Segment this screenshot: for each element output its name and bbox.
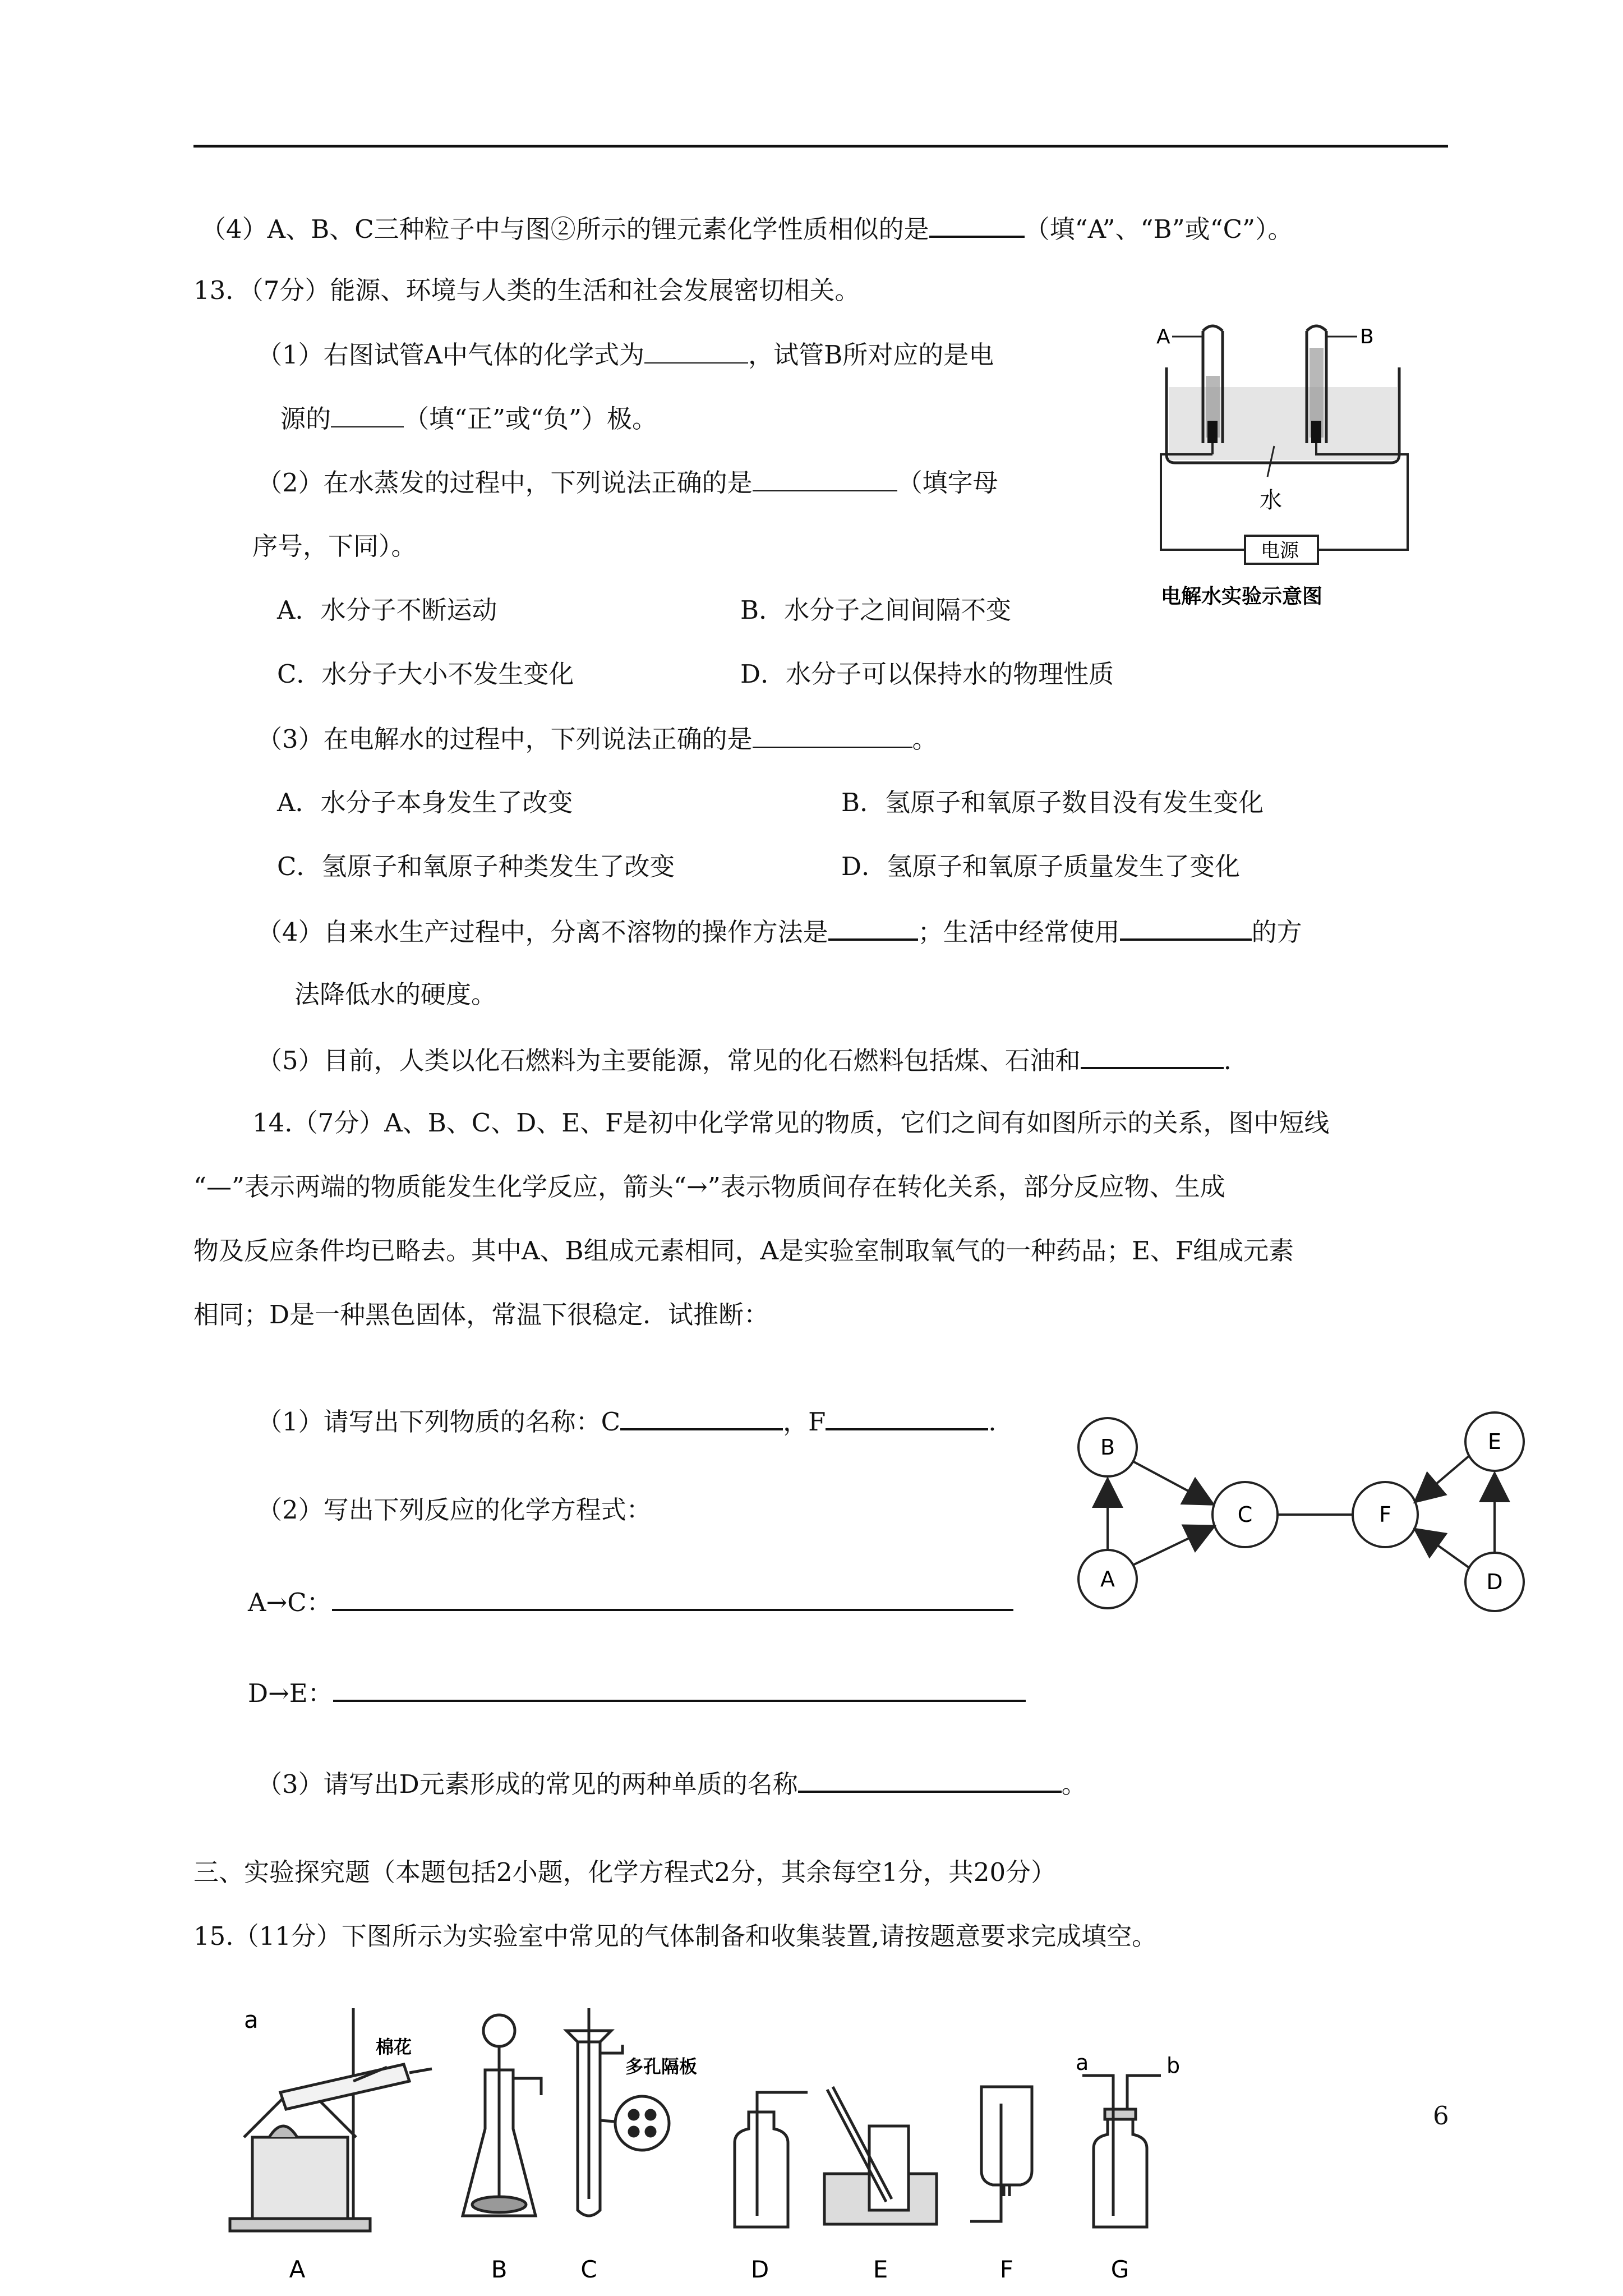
answer-blank[interactable] — [798, 1766, 1062, 1793]
apparatus-figure — [219, 1997, 1352, 2289]
answer-blank[interactable] — [332, 1584, 1013, 1611]
q12-part4: （4）A、B、C三种粒子中与图②所示的锂元素化学性质相似的是 （填“A”、“B”或“C”）。 — [201, 211, 1293, 246]
apparatus-label-c: C — [580, 2256, 597, 2283]
node-f-label: F — [1379, 1502, 1391, 1527]
apparatus-a-tube-label: a — [244, 2006, 259, 2033]
answer-blank[interactable] — [333, 1675, 1026, 1702]
answer-blank[interactable] — [620, 1404, 783, 1430]
q15-header: 15.（11分）下图所示为实验室中常见的气体制备和收集装置,请按题意要求完成填空。 — [193, 1921, 1158, 1951]
water-label: 水 — [1260, 487, 1282, 513]
section-3-heading: 三、实验探究题（本题包括2小题，化学方程式2分，其余每空1分，共20分） — [193, 1857, 1057, 1887]
q13-p3-opt-a: A．水分子本身发生了改变 — [277, 788, 573, 817]
q14-line3: 物及反应条件均已略去。其中A、B组成元素相同，A是实验室制取氧气的一种药品；E、F组成元素 — [193, 1236, 1294, 1266]
answer-blank[interactable] — [753, 722, 912, 748]
page-number: 6 — [1433, 2101, 1449, 2131]
node-b-label: B — [1100, 1435, 1115, 1460]
cotton-label: 棉花 — [376, 2036, 412, 2058]
edge-a-to-c — [1133, 1527, 1212, 1565]
answer-blank[interactable] — [1081, 1042, 1224, 1069]
q14-part3: （3）请写出D元素形成的常见的两种单质的名称 。 — [257, 1766, 1087, 1801]
header-rule — [193, 145, 1448, 148]
answer-blank[interactable] — [828, 914, 918, 941]
apparatus-label-f: F — [999, 2256, 1014, 2283]
tube-b-label: B — [1360, 325, 1374, 348]
q13-opt-b: B．水分子之间间隔不变 — [740, 595, 1012, 625]
q14-line1: 14.（7分）A、B、C、D、E、F是初中化学常见的物质，它们之间有如图所示的关系，图中短线 — [252, 1108, 1330, 1138]
answer-blank[interactable] — [826, 1404, 988, 1430]
q13-opt-a: A．水分子不断运动 — [277, 595, 497, 625]
apparatus-label-e: E — [873, 2256, 888, 2283]
node-c-label: C — [1237, 1502, 1253, 1527]
q13-part3: （3）在电解水的过程中，下列说法正确的是 。 — [257, 722, 938, 756]
q13-p3-opt-b: B．氢原子和氧原子数目没有发生变化 — [841, 788, 1264, 817]
electrolysis-figure — [1150, 314, 1447, 639]
q14-line4: 相同；D是一种黑色固体，常温下很稳定．试推断： — [193, 1300, 769, 1329]
answer-blank[interactable] — [331, 402, 404, 427]
node-e-label: E — [1487, 1429, 1502, 1454]
edge-d-to-f — [1417, 1530, 1469, 1568]
node-a-label: A — [1100, 1567, 1115, 1591]
substance-relation-diagram — [1060, 1402, 1537, 1616]
apparatus-label-g: G — [1110, 2256, 1129, 2283]
q13-part1-line1: （1）右图试管A中气体的化学式为 ，试管B所对应的是电 — [257, 338, 994, 372]
power-source-label: 电源 — [1261, 540, 1299, 562]
bottle-g-outlet-label: b — [1166, 2053, 1181, 2078]
q13-part4-line1: （4）自来水生产过程中，分离不溶物的操作方法是 ；生活中经常使用 的方 — [257, 914, 1302, 949]
tube-a-label: A — [1156, 325, 1170, 348]
porous-plate-label: 多孔隔板 — [625, 2056, 698, 2077]
q13-part2-line1: （2）在水蒸发的过程中，下列说法正确的是 （填字母 — [257, 466, 998, 500]
q13-part4-line2: 法降低水的硬度。 — [294, 979, 497, 1009]
apparatus-label-b: B — [491, 2256, 508, 2283]
q14-eq2: D→E： — [248, 1675, 1026, 1710]
q13-part2-line2: 序号，下同）。 — [252, 531, 417, 561]
apparatus-label-d: D — [750, 2256, 769, 2283]
figure-caption: 电解水实验示意图 — [1161, 585, 1323, 608]
bottle-g-inlet-label: a — [1076, 2050, 1089, 2075]
q13-header: 13．（7分）能源、环境与人类的生活和社会发展密切相关。 — [193, 275, 860, 305]
q14-part2: （2）写出下列反应的化学方程式： — [257, 1495, 652, 1525]
q13-opt-c: C．水分子大小不发生变化 — [277, 659, 574, 689]
node-d-label: D — [1486, 1570, 1503, 1594]
q14-eq1: A→C： — [248, 1584, 1013, 1619]
edge-e-to-f — [1417, 1456, 1469, 1501]
q14-line2: “—”表示两端的物质能发生化学反应，箭头“→”表示物质间存在转化关系，部分反应物、生成 — [193, 1172, 1225, 1202]
answer-blank[interactable] — [929, 211, 1025, 238]
apparatus-label-a: A — [289, 2256, 306, 2283]
edge-b-to-c — [1133, 1461, 1211, 1503]
q13-opt-d: D．水分子可以保持水的物理性质 — [740, 659, 1114, 689]
q13-part1-line2: 源的 （填“正”或“负”）极。 — [280, 402, 657, 436]
q13-p3-opt-d: D．氢原子和氧原子质量发生了变化 — [841, 852, 1241, 881]
answer-blank[interactable] — [644, 338, 748, 364]
q13-part5: （5）目前，人类以化石燃料为主要能源，常见的化石燃料包括煤、石油和 . — [257, 1042, 1232, 1078]
q14-part1: （1）请写出下列物质的名称：C ，F . — [257, 1404, 997, 1439]
answer-blank[interactable] — [1120, 914, 1252, 941]
answer-blank[interactable] — [753, 466, 897, 491]
q13-p3-opt-c: C．氢原子和氧原子种类发生了改变 — [277, 852, 675, 881]
